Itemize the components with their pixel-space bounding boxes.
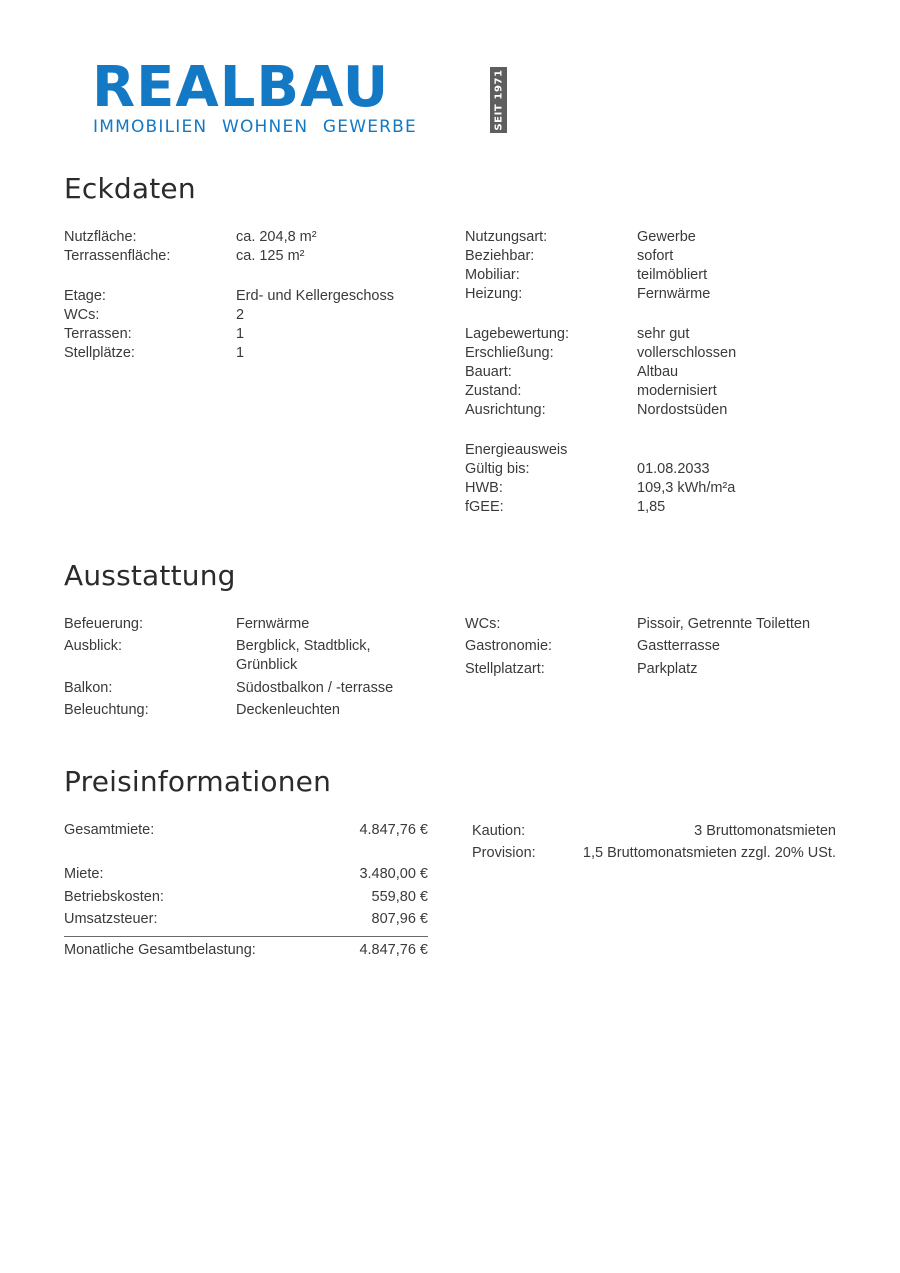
logo-wordmark: REALBAU bbox=[92, 55, 390, 120]
logo-since-text: SEIT 1971 bbox=[493, 69, 504, 131]
field-label: Gastronomie: bbox=[465, 638, 553, 654]
field-value: Altbau bbox=[637, 364, 679, 380]
price-value: 3.480,00 € bbox=[359, 866, 428, 882]
field-label: Energieausweis bbox=[465, 442, 568, 458]
field-value: Südostbalkon / -terrasse bbox=[236, 680, 394, 696]
price-label: Monatliche Gesamtbelastung: bbox=[64, 942, 256, 958]
field-label: Befeuerung: bbox=[64, 616, 144, 632]
field-label: fGEE: bbox=[465, 499, 504, 515]
field-value: modernisiert bbox=[637, 383, 717, 399]
field-label: Terrassen: bbox=[64, 326, 132, 342]
field-label: Stellplätze: bbox=[64, 345, 135, 361]
logo-tagline: IMMOBILIEN WOHNEN GEWERBE bbox=[93, 117, 417, 137]
price-value: 3 Bruttomonatsmieten bbox=[694, 823, 836, 839]
field-label: Zustand: bbox=[465, 383, 522, 399]
field-value: Pissoir, Getrennte Toiletten bbox=[637, 616, 811, 632]
price-label: Betriebskosten: bbox=[64, 889, 164, 905]
field-value: Gewerbe bbox=[637, 229, 696, 245]
section-title-ausstattung: Ausstattung bbox=[64, 559, 236, 592]
field-value: 1 bbox=[236, 345, 245, 361]
field-value: Erd- und Kellergeschoss bbox=[236, 288, 394, 304]
field-value: Nordostsüden bbox=[637, 402, 728, 418]
field-value: ca. 125 m² bbox=[236, 248, 305, 264]
field-value: 109,3 kWh/m²a bbox=[637, 480, 736, 496]
field-value: Parkplatz bbox=[637, 661, 698, 677]
field-value: 1 bbox=[236, 326, 245, 342]
field-label: Mobiliar: bbox=[465, 267, 520, 283]
field-label: Ausblick: bbox=[64, 638, 123, 654]
field-label: Beziehbar: bbox=[465, 248, 535, 264]
section-title-preisinformationen: Preisinformationen bbox=[64, 765, 332, 798]
price-label: Gesamtmiete: bbox=[64, 822, 155, 838]
field-label: HWB: bbox=[465, 480, 503, 496]
field-label: Nutzungsart: bbox=[465, 229, 548, 245]
field-label: Gültig bis: bbox=[465, 461, 530, 477]
price-label: Miete: bbox=[64, 866, 104, 882]
field-value: 2 bbox=[236, 307, 245, 323]
section-title-eckdaten: Eckdaten bbox=[64, 172, 196, 205]
field-label: Lagebewertung: bbox=[465, 326, 569, 342]
field-label: Bauart: bbox=[465, 364, 512, 380]
field-value: teilmöbliert bbox=[637, 267, 708, 283]
field-value: Deckenleuchten bbox=[236, 702, 340, 718]
logo-since-badge bbox=[490, 67, 507, 133]
field-value: sehr gut bbox=[637, 326, 690, 342]
field-label: Ausrichtung: bbox=[465, 402, 546, 418]
price-value: 4.847,76 € bbox=[359, 822, 428, 838]
total-divider bbox=[64, 936, 428, 937]
field-value: ca. 204,8 m² bbox=[236, 229, 317, 245]
field-label: Stellplatzart: bbox=[465, 661, 545, 677]
field-value: Fernwärme bbox=[236, 616, 310, 632]
price-value: 4.847,76 € bbox=[359, 942, 428, 958]
field-label: Terrassenfläche: bbox=[64, 248, 171, 264]
price-value: 1,5 Bruttomonatsmieten zzgl. 20% USt. bbox=[582, 845, 836, 861]
field-value: 1,85 bbox=[637, 499, 666, 515]
field-label: Etage: bbox=[64, 288, 106, 304]
field-value: sofort bbox=[637, 248, 674, 264]
field-label: Erschließung: bbox=[465, 345, 554, 361]
field-value: vollerschlossen bbox=[637, 345, 737, 361]
field-label: WCs: bbox=[64, 307, 100, 323]
field-label: Beleuchtung: bbox=[64, 702, 149, 718]
price-value: 807,96 € bbox=[371, 911, 428, 927]
price-label: Kaution: bbox=[472, 823, 526, 839]
price-value: 559,80 € bbox=[371, 889, 428, 905]
field-label: Balkon: bbox=[64, 680, 113, 696]
price-label: Umsatzsteuer: bbox=[64, 911, 158, 927]
field-value: Grünblick bbox=[236, 657, 298, 673]
price-label: Provision: bbox=[472, 845, 536, 861]
field-value: 01.08.2033 bbox=[637, 461, 710, 477]
field-label: Nutzfläche: bbox=[64, 229, 137, 245]
realbau-logo bbox=[92, 55, 512, 138]
field-value: Fernwärme bbox=[637, 286, 711, 302]
field-label: WCs: bbox=[465, 616, 501, 632]
field-value: Bergblick, Stadtblick, bbox=[236, 638, 371, 654]
field-value: Gastterrasse bbox=[637, 638, 720, 654]
field-label: Heizung: bbox=[465, 286, 523, 302]
